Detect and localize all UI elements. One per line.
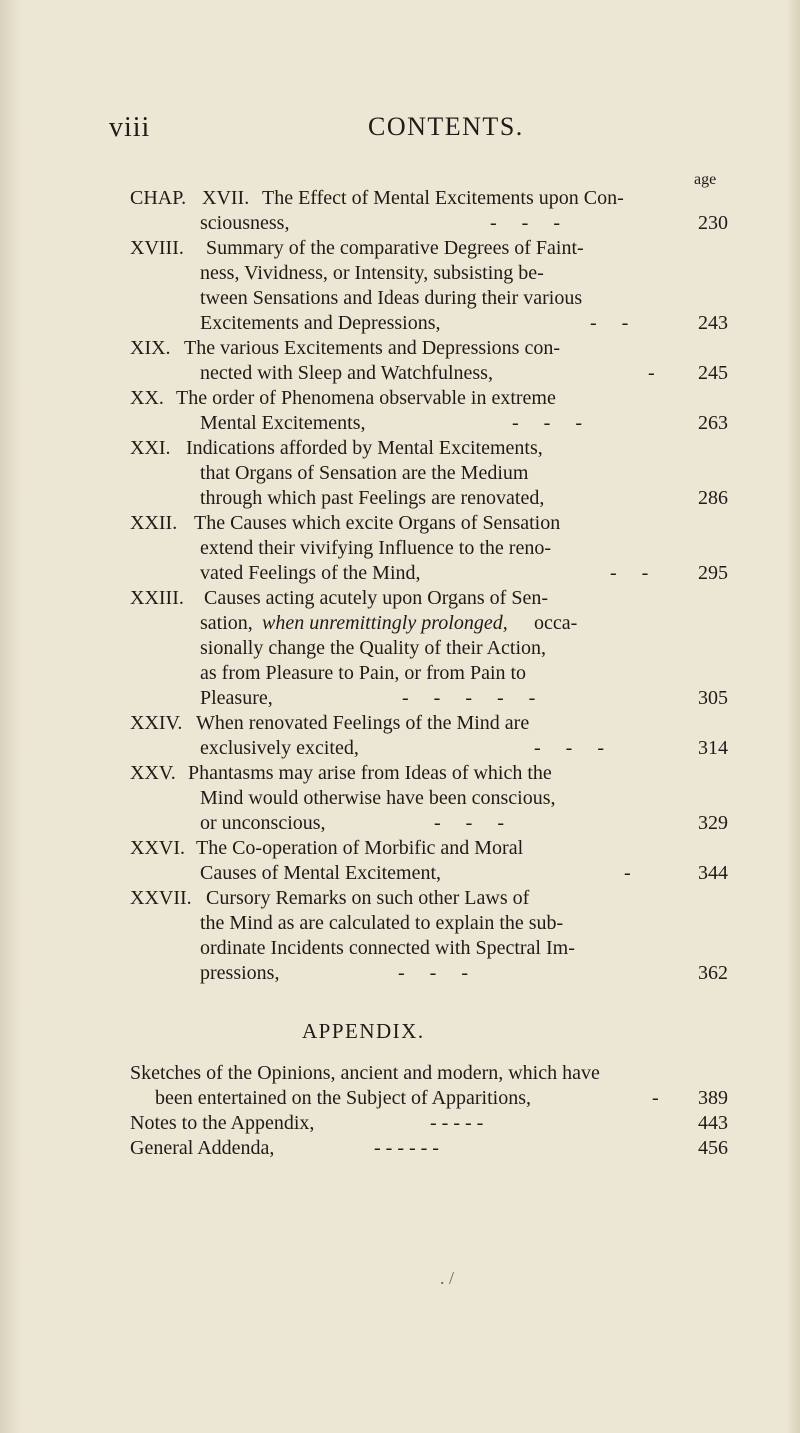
page-number: 389	[698, 1087, 728, 1109]
page-gutter-shadow	[0, 0, 22, 1433]
dot-leaders: - - -	[434, 812, 504, 834]
page-number: 344	[698, 862, 728, 884]
appendix-entry-line: Sketches of the Opinions, ancient and modern, which have	[130, 1062, 600, 1084]
running-header	[0, 112, 800, 152]
entry-line: Phantasms may arise from Ideas of which the	[188, 762, 552, 784]
dot-leaders: - - -	[398, 962, 468, 984]
page-number: 286	[698, 487, 728, 509]
entry-line: sionally change the Quality of their Action,	[200, 637, 547, 659]
page-number: 362	[698, 962, 728, 984]
entry-line: ordinate Incidents connected with Spectral Im-	[200, 937, 575, 959]
entry-line: exclusively excited,	[200, 737, 359, 759]
page-edge-shadow	[786, 0, 800, 1433]
page-folio: viii	[109, 112, 151, 143]
chapter-numeral: XVII.	[202, 187, 250, 209]
entry-line: The various Excitements and Depressions con-	[184, 337, 561, 359]
chap-label: CHAP.	[130, 187, 187, 209]
dot-leaders: - - - - - -	[374, 1137, 439, 1159]
dot-leaders: - - -	[534, 737, 604, 759]
chapter-numeral: XXIII.	[130, 587, 184, 609]
entry-line: Mental Excitements,	[200, 412, 366, 434]
entry-line: The order of Phenomena observable in extreme	[176, 387, 556, 409]
entry-line-italic: when unremittingly prolonged,	[262, 612, 508, 634]
appendix-entry-line: General Addenda,	[130, 1137, 275, 1159]
page-number: 314	[698, 737, 728, 759]
chapter-numeral: XXI.	[130, 437, 171, 459]
entry-line: ness, Vividness, or Intensity, subsisting be-	[200, 262, 544, 284]
chapter-numeral: XIX.	[130, 337, 171, 359]
chapter-numeral: XX.	[130, 387, 164, 409]
entry-line: The Causes which excite Organs of Sensation	[194, 512, 561, 534]
entry-line: sation,	[200, 612, 253, 634]
dot-leaders: - - -	[512, 412, 582, 434]
entry-line: that Organs of Sensation are the Medium	[200, 462, 529, 484]
page-number: 245	[698, 362, 728, 384]
appendix-entry-line: been entertained on the Subject of Apparitions,	[155, 1087, 532, 1109]
entry-line: When renovated Feelings of the Mind are	[196, 712, 530, 734]
appendix-heading: APPENDIX.	[302, 1019, 425, 1043]
entry-line: Indications afforded by Mental Excitements,	[186, 437, 543, 459]
entry-line: Summary of the comparative Degrees of Faint-	[206, 237, 584, 259]
chapter-numeral: XXII.	[130, 512, 178, 534]
entry-line: extend their vivifying Influence to the reno-	[200, 537, 551, 559]
dot-leaders: -	[624, 862, 631, 884]
entry-line: The Co-operation of Morbific and Moral	[196, 837, 524, 859]
chapter-numeral: XVIII.	[130, 237, 184, 259]
entry-line: the Mind as are calculated to explain the sub-	[200, 912, 564, 934]
chapter-numeral: XXV.	[130, 762, 176, 784]
entry-line: Causes acting acutely upon Organs of Sen-	[204, 587, 548, 609]
entry-line: Mind would otherwise have been conscious,	[200, 787, 556, 809]
entry-line: vated Feelings of the Mind,	[200, 562, 421, 584]
running-title: CONTENTS.	[368, 112, 524, 141]
page-number: 456	[698, 1137, 728, 1159]
entry-line: Pleasure,	[200, 687, 273, 709]
entry-line: Excitements and Depressions,	[200, 312, 441, 334]
chapter-numeral: XXVI.	[130, 837, 185, 859]
entry-line: or unconscious,	[200, 812, 326, 834]
page-number: 263	[698, 412, 728, 434]
entry-line: tween Sensations and Ideas during their various	[200, 287, 583, 309]
page-number: 243	[698, 312, 728, 334]
entry-line: through which past Feelings are renovated,	[200, 487, 545, 509]
entry-line: Cursory Remarks on such other Laws of	[206, 887, 530, 909]
dot-leaders: - - - - -	[402, 687, 536, 709]
entry-line: The Effect of Mental Excitements upon Con-	[262, 187, 624, 209]
entry-line: nected with Sleep and Watchfulness,	[200, 362, 493, 384]
entry-line: sciousness,	[200, 212, 290, 234]
page-number: 443	[698, 1112, 728, 1134]
dot-leaders: - - -	[490, 212, 560, 234]
entry-line: Causes of Mental Excitement,	[200, 862, 442, 884]
entry-line: pressions,	[200, 962, 280, 984]
dot-leaders: - -	[590, 312, 629, 334]
dot-leaders: - - - - -	[430, 1112, 484, 1134]
entry-line: as from Pleasure to Pain, or from Pain to	[200, 662, 527, 684]
page-number: 295	[698, 562, 728, 584]
dot-leaders: -	[652, 1087, 659, 1109]
page-number: 305	[698, 687, 728, 709]
stray-mark: . /	[440, 1268, 455, 1288]
chapter-numeral: XXIV.	[130, 712, 183, 734]
page-column-label: age	[694, 171, 717, 188]
entry-line: occa-	[534, 612, 578, 634]
dot-leaders: -	[648, 362, 655, 384]
page-number: 230	[698, 212, 728, 234]
page-number: 329	[698, 812, 728, 834]
dot-leaders: - -	[610, 562, 649, 584]
appendix-entry-line: Notes to the Appendix,	[130, 1112, 315, 1134]
chapter-numeral: XXVII.	[130, 887, 192, 909]
